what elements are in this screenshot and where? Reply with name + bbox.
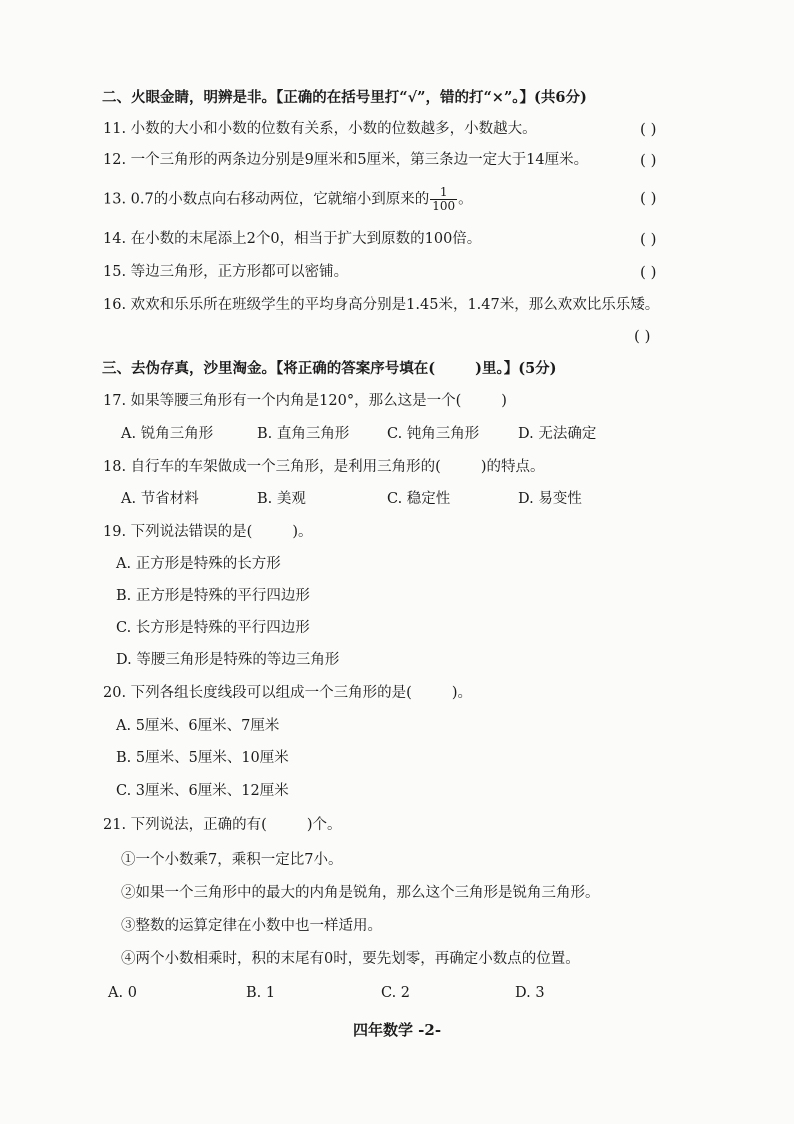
option-17c: C. 钝角三角形 [387,426,480,442]
option-18a: A. 节省材料 [121,491,199,507]
statement-21-1: ①一个小数乘7，乘积一定比7小。 [121,852,343,868]
option-18b: B. 美观 [257,491,306,507]
option-19b: B. 正方形是特殊的平行四边形 [116,588,310,604]
answer-paren-16[interactable]: ( ) [634,327,651,345]
option-21b: B. 1 [246,985,276,1001]
question-13-text: 13. 0.7的小数点向右移动两位，它就缩小到原来的 [103,191,430,208]
answer-paren-12[interactable]: ( ) [640,151,657,169]
question-16: 16. 欢欢和乐乐所在班级学生的平均身高分别是1.45米，1.47米，那么欢欢比乐乐矮。 [103,297,660,313]
answer-paren-11[interactable]: ( ) [640,120,657,138]
option-21c: C. 2 [381,985,411,1001]
section-3-title: 三、去伪存真，沙里淘金。【将正确的答案序号填在( )里。】(5分) [102,360,557,377]
question-19: 19. 下列说法错误的是( )。 [103,524,313,540]
answer-paren-13[interactable]: ( ) [640,189,657,207]
option-21a: A. 0 [108,985,137,1001]
question-14: 14. 在小数的末尾添上2个0，相当于扩大到原数的100倍。 [103,231,482,247]
question-18: 18. 自行车的车架做成一个三角形，是利用三角形的( )的特点。 [103,459,545,475]
option-19d: D. 等腰三角形是特殊的等边三角形 [116,652,340,668]
question-17: 17. 如果等腰三角形有一个内角是120°，那么这是一个( ) [103,393,507,409]
option-20c: C. 3厘米、6厘米、12厘米 [116,783,289,799]
option-17d: D. 无法确定 [518,426,597,442]
question-21: 21. 下列说法，正确的有( )个。 [103,817,342,833]
option-18c: C. 稳定性 [387,491,451,507]
question-20: 20. 下列各组长度线段可以组成一个三角形的是( )。 [103,685,472,701]
option-19a: A. 正方形是特殊的长方形 [116,556,281,572]
question-15: 15. 等边三角形，正方形都可以密铺。 [103,264,349,280]
option-17a: A. 锐角三角形 [121,426,214,442]
question-13: 13. 0.7的小数点向右移动两位，它就缩小到原来的 $\frac{1}{100}$ 。 [103,185,473,213]
option-19c: C. 长方形是特殊的平行四边形 [116,620,310,636]
answer-paren-15[interactable]: ( ) [640,263,657,281]
statement-21-3: ③整数的运算定律在小数中也一样适用。 [121,918,382,934]
option-18d: D. 易变性 [518,491,582,507]
option-21d: D. 3 [515,985,545,1001]
section-2-title: 二、火眼金睛，明辨是非。【正确的在括号里打“√”，错的打“×”。】(共6分) [102,89,587,106]
fraction-one-hundredth: $\frac{1}{100}$ [432,185,456,213]
option-20a: A. 5厘米、6厘米、7厘米 [116,718,280,734]
statement-21-2: ②如果一个三角形中的最大的内角是锐角，那么这个三角形是锐角三角形。 [121,885,600,901]
question-11: 11. 小数的大小和小数的位数有关系，小数的位数越多，小数越大。 [103,121,537,137]
question-12: 12. 一个三角形的两条边分别是9厘米和5厘米，第三条边一定大于14厘米。 [103,152,589,168]
statement-21-4: ④两个小数相乘时，积的末尾有0时，要先划零，再确定小数点的位置。 [121,951,580,967]
option-17b: B. 直角三角形 [257,426,350,442]
option-20b: B. 5厘米、5厘米、10厘米 [116,750,289,766]
page-footer: 四年数学 -2- [352,1021,442,1039]
answer-paren-14[interactable]: ( ) [640,230,657,248]
